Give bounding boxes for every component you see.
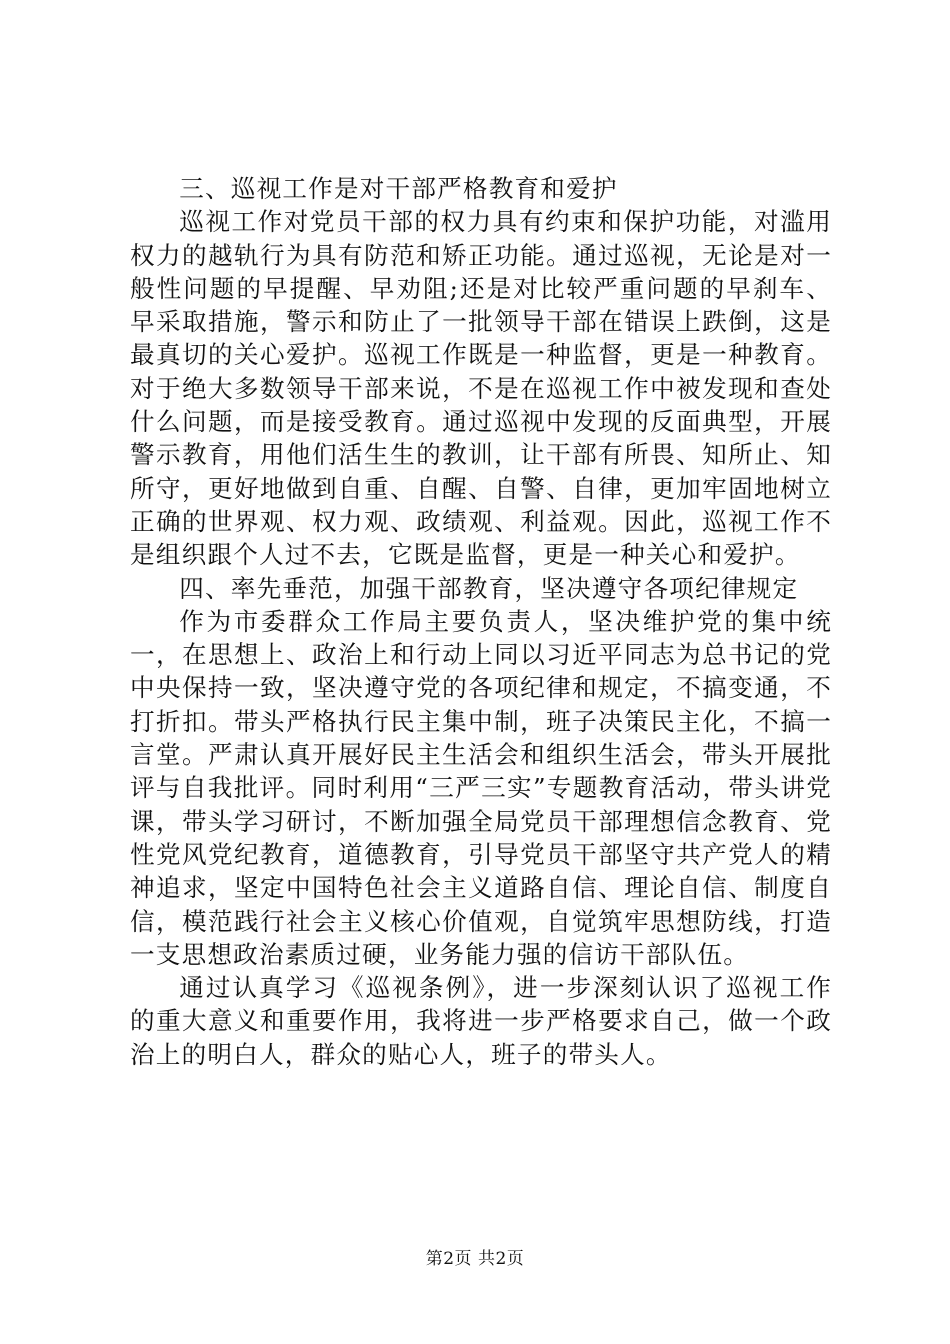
closing-paragraph: 通过认真学习《巡视条例》，进一步深刻认识了巡视工作的重大意义和重要作用，我将进一步严格要求自己，做一个政治上的明白人，群众的贴心人，班子的带头人。 — [130, 973, 832, 1069]
section-heading-3: 三、巡视工作是对干部严格教育和爱护 — [179, 174, 618, 203]
section-paragraph-3: 巡视工作对党员干部的权力具有约束和保护功能，对滥用权力的越轨行为具有防范和矫正功能。通过巡视，无论是对一般性问题的早提醒、早劝阻;还是对比较严重问题的早刹车、早采取措施，警示和防止了一批领导干部在错误上跌倒，这是最真切的关心爱护。巡视工作既是一种监督，更是一种教育。对于绝大多数领导干部来说，不是在巡视工作中被发现和查处什么问题，而是接受教育。通过巡视中发现的反面典型，开展警示教育，用他们活生生的教训，让干部有所畏、知所止、知所守，更好地做到自重、自醒、自警、自律，更加牢固地树立正确的世界观、权力观、政绩观、利益观。因此，巡视工作不是组织跟个人过不去，它既是监督，更是一种关心和爱护。 — [130, 207, 832, 570]
section-heading-4: 四、率先垂范，加强干部教育，坚决遵守各项纪律规定 — [179, 573, 799, 603]
document-body — [130, 172, 832, 1071]
page-footer: 第2页 共2页 — [425, 1249, 525, 1269]
section-paragraph-4: 作为市委群众工作局主要负责人，坚决维护党的集中统一，在思想上、政治上和行动上同以习近平同志为总书记的党中央保持一致，坚决遵守党的各项纪律和规定，不搞变通，不打折扣。带头严格执行民主集中制，班子决策民主化，不搞一言堂。严肃认真开展好民主生活会和组织生活会，带头开展批评与自我批评。同时利用“三严三实”专题教育活动，带头讲党课，带头学习研讨，不断加强全局党员干部理想信念教育、党性党风党纪教育，道德教育，引导党员干部坚守共产党人的精神追求，坚定中国特色社会主义道路自信、理论自信、制度自信，模范践行社会主义核心价值观，自觉筑牢思想防线，打造一支思想政治素质过硬，业务能力强的信访干部队伍。 — [130, 606, 832, 969]
